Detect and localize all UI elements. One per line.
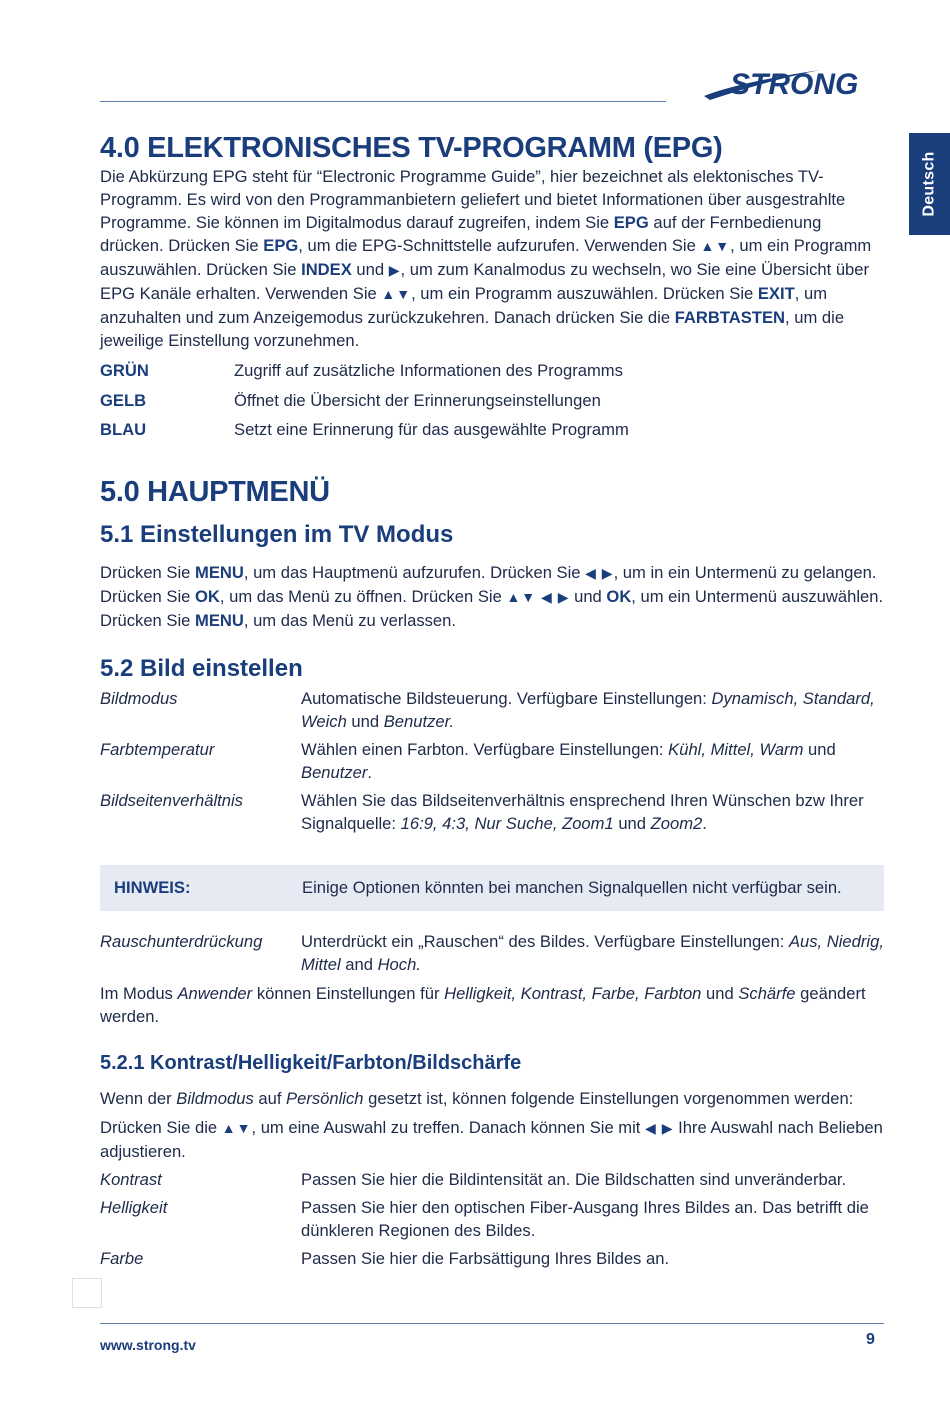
text-run: und bbox=[803, 739, 836, 759]
section-5-1-heading: 5.1 Einstellungen im TV Modus bbox=[100, 520, 454, 548]
italic-term: Schärfe bbox=[738, 983, 796, 1003]
bold-term: EXIT bbox=[757, 284, 795, 303]
text-run: auf bbox=[253, 1088, 287, 1108]
italic-term: Dynamisch, Standard, Weich bbox=[301, 688, 875, 731]
text-run: , um zum Kanalmodus zu wechseln, wo Sie eine Übersicht über EPG Kanäle erhalten. Verwenden Sie bbox=[100, 260, 870, 303]
language-tab-label: Deutsch bbox=[920, 151, 938, 217]
text-run: Passen Sie hier die Farbsättigung Ihres Bildes an. bbox=[301, 1248, 670, 1268]
definition-row bbox=[100, 1168, 885, 1191]
definition-desc bbox=[301, 738, 885, 784]
text-run: , um ein Untermenü auszuwählen. Drücken Sie bbox=[100, 586, 884, 630]
section-5-2-1-paragraph-2 bbox=[100, 1116, 885, 1163]
text-run: Wählen einen Farbton. Verfügbare Einstellungen: bbox=[301, 739, 669, 759]
epg-paragraph bbox=[100, 165, 885, 352]
definition-term: Helligkeit bbox=[100, 1197, 168, 1217]
arrow-keys-icon: ◀ ▶ bbox=[585, 564, 614, 581]
definition-row bbox=[100, 738, 885, 784]
text-run: , um die jeweilige Einstellung vorzunehmen. bbox=[100, 308, 845, 350]
text-run: geändert werden. bbox=[100, 983, 866, 1026]
text-run: Drücken Sie bbox=[100, 562, 195, 582]
bold-term: MENU bbox=[195, 562, 244, 582]
note-text: Einige Optionen könnten bei manchen Signalquellen nicht verfügbar sein. bbox=[302, 878, 842, 897]
arrow-keys-icon: ▲▼ bbox=[221, 1119, 252, 1136]
color-key-list bbox=[100, 356, 885, 445]
italic-term: Helligkeit, Kontrast, Farbe, Farbton bbox=[444, 983, 702, 1003]
arrow-keys-icon: ▲▼ bbox=[700, 238, 731, 254]
italic-term: Persönlich bbox=[286, 1088, 364, 1108]
definition-desc bbox=[301, 930, 885, 976]
definition-row bbox=[100, 1247, 885, 1270]
text-run: und bbox=[346, 711, 384, 731]
note-label: HINWEIS: bbox=[114, 878, 191, 897]
footer-rule bbox=[100, 1323, 884, 1324]
page-content bbox=[100, 128, 885, 1270]
definition-row bbox=[100, 930, 885, 976]
footer-url: www.strong.tv bbox=[100, 1337, 196, 1353]
color-key-row bbox=[100, 415, 885, 445]
epg-heading: 4.0 ELEKTRONISCHES TV-PROGRAMM (EPG) bbox=[100, 132, 723, 164]
italic-term: Benutzer. bbox=[383, 711, 455, 731]
section-5-2-1-heading: 5.2.1 Kontrast/Helligkeit/Farbton/Bildschärfe bbox=[100, 1051, 522, 1074]
text-run: and bbox=[340, 954, 378, 974]
adjust-settings-list bbox=[100, 1168, 885, 1270]
text-run: Die Abkürzung EPG steht für “Electronic Programme Guide”, hier bezeichnet als elektonisches TV-Programm. Es wird von den Programmanbietern geliefert und bietet Informationen über ausgestrahlte Programme. Sie können im Digitalmodus darauf zugreifen, indem Sie bbox=[100, 167, 846, 232]
text-run: , um eine Auswahl zu treffen. Danach können Sie mit bbox=[251, 1117, 646, 1137]
bold-term: EPG bbox=[263, 236, 299, 255]
text-run: , um ein Programm auszuwählen. Drücken Sie bbox=[100, 236, 872, 279]
arrow-keys-icon: ▶ bbox=[388, 262, 401, 278]
definition-term: Bildmodus bbox=[100, 688, 178, 708]
language-tab bbox=[909, 133, 950, 235]
arrow-keys-icon: ▲▼ bbox=[381, 286, 412, 302]
bold-term: FARBTASTEN bbox=[674, 308, 786, 327]
definition-row bbox=[100, 1196, 885, 1242]
text-run: Passen Sie hier die Bildintensität an. Die Bildschatten sind unveränderbar. bbox=[301, 1169, 847, 1189]
text-run: Unterdrückt ein „Rauschen“ des Bildes. Verfügbare Einstellungen: bbox=[301, 931, 789, 951]
color-key-label: GRÜN bbox=[100, 361, 149, 381]
text-run: Wenn der bbox=[100, 1088, 177, 1108]
bold-term: MENU bbox=[195, 610, 244, 630]
italic-term: Benutzer bbox=[301, 762, 368, 782]
text-run: und bbox=[701, 983, 739, 1003]
bold-term: OK bbox=[606, 586, 632, 606]
arrow-keys-icon: ▲▼ ◀ ▶ bbox=[506, 588, 570, 605]
italic-term: Aus, Niedrig, Mittel bbox=[301, 931, 884, 974]
italic-term: Bildmodus bbox=[176, 1088, 254, 1108]
strong-logo bbox=[700, 62, 885, 102]
text-run: , um ein Programm auszuwählen. Drücken Sie bbox=[411, 284, 758, 303]
color-key-desc: Setzt eine Erinnerung für das ausgewählte Programm bbox=[234, 420, 629, 440]
user-mode-paragraph bbox=[100, 982, 885, 1028]
bold-term: OK bbox=[195, 586, 220, 606]
text-run: auf der Fernbedienung drücken. Drücken Sie bbox=[100, 213, 822, 255]
italic-term: 16:9, 4:3, Nur Suche, Zoom1 bbox=[400, 813, 614, 833]
arrow-keys-icon: ◀ ▶ bbox=[645, 1119, 674, 1136]
text-run: und bbox=[351, 260, 389, 279]
text-run: Passen Sie hier den optischen Fiber-Ausgang Ihres Bildes an. Das betrifft die dünkleren Regionen des Bildes. bbox=[301, 1197, 869, 1240]
color-key-desc: Öffnet die Übersicht der Erinnerungseinstellungen bbox=[234, 390, 601, 410]
definition-desc bbox=[301, 687, 885, 733]
section-5-2-heading: 5.2 Bild einstellen bbox=[100, 654, 303, 682]
page-corner-mark bbox=[72, 1278, 102, 1308]
text-run: , um das Hauptmenü aufzurufen. Drücken Sie bbox=[243, 562, 586, 582]
text-run: Ihre Auswahl nach Belieben adjustieren. bbox=[100, 1117, 883, 1161]
color-key-row bbox=[100, 356, 885, 386]
text-run: können Einstellungen für bbox=[252, 983, 445, 1003]
definition-term: Kontrast bbox=[100, 1169, 162, 1189]
text-run: . bbox=[702, 813, 707, 833]
text-run: , um anzuhalten und zum Anzeigemodus zurückzukehren. Danach drücken Sie die bbox=[100, 284, 828, 327]
text-run: und bbox=[613, 813, 651, 833]
page-number: 9 bbox=[866, 1331, 875, 1348]
definition-desc bbox=[301, 1196, 885, 1242]
text-run: gesetzt ist, können folgende Einstellungen vorgenommen werden: bbox=[363, 1088, 854, 1108]
italic-term: Kühl, Mittel, Warm bbox=[668, 739, 804, 759]
brand-text: STRONG bbox=[730, 68, 859, 101]
definition-row bbox=[100, 687, 885, 733]
text-run: und bbox=[569, 586, 607, 606]
definition-term: Rauschunterdrückung bbox=[100, 931, 263, 951]
section-5-1-paragraph bbox=[100, 561, 885, 632]
definition-row bbox=[100, 789, 885, 835]
text-run: Drücken Sie die bbox=[100, 1117, 222, 1137]
text-run: , um das Menü zu öffnen. Drücken Sie bbox=[219, 586, 507, 606]
text-run: Automatische Bildsteuerung. Verfügbare Einstellungen: bbox=[301, 688, 712, 708]
note-box bbox=[100, 865, 884, 911]
main-menu-heading: 5.0 HAUPTMENÜ bbox=[100, 475, 330, 508]
italic-term: Hoch. bbox=[377, 954, 421, 974]
bold-term: EPG bbox=[613, 213, 649, 232]
color-key-desc: Zugriff auf zusätzliche Informationen des Programms bbox=[234, 361, 623, 381]
italic-term: Zoom2 bbox=[650, 813, 703, 833]
italic-term: Anwender bbox=[177, 983, 253, 1003]
text-run: . bbox=[367, 762, 373, 782]
definition-term: Farbtemperatur bbox=[100, 739, 215, 759]
definition-desc bbox=[301, 789, 885, 835]
bold-term: INDEX bbox=[301, 260, 352, 279]
text-run: Wählen Sie das Bildseitenverhältnis ensprechend Ihren Wünschen bzw Ihrer Signalquelle: bbox=[301, 790, 864, 833]
definition-desc bbox=[301, 1168, 885, 1191]
text-run: Im Modus bbox=[100, 983, 178, 1003]
definition-term: Bildseitenverhältnis bbox=[100, 790, 243, 810]
text-run: , um die EPG-Schnittstelle aufzurufen. Verwenden Sie bbox=[298, 236, 701, 255]
header-rule bbox=[100, 101, 666, 102]
color-key-label: BLAU bbox=[100, 420, 147, 440]
definition-term: Farbe bbox=[100, 1248, 144, 1268]
text-run: , um in ein Untermenü zu gelangen. Drücken Sie bbox=[100, 562, 877, 606]
color-key-row bbox=[100, 386, 885, 416]
picture-settings-list bbox=[100, 687, 885, 835]
definition-desc bbox=[301, 1247, 885, 1270]
text-run: , um das Menü zu verlassen. bbox=[243, 610, 456, 630]
color-key-label: GELB bbox=[100, 390, 147, 410]
section-5-2-1-paragraph-1 bbox=[100, 1087, 885, 1110]
